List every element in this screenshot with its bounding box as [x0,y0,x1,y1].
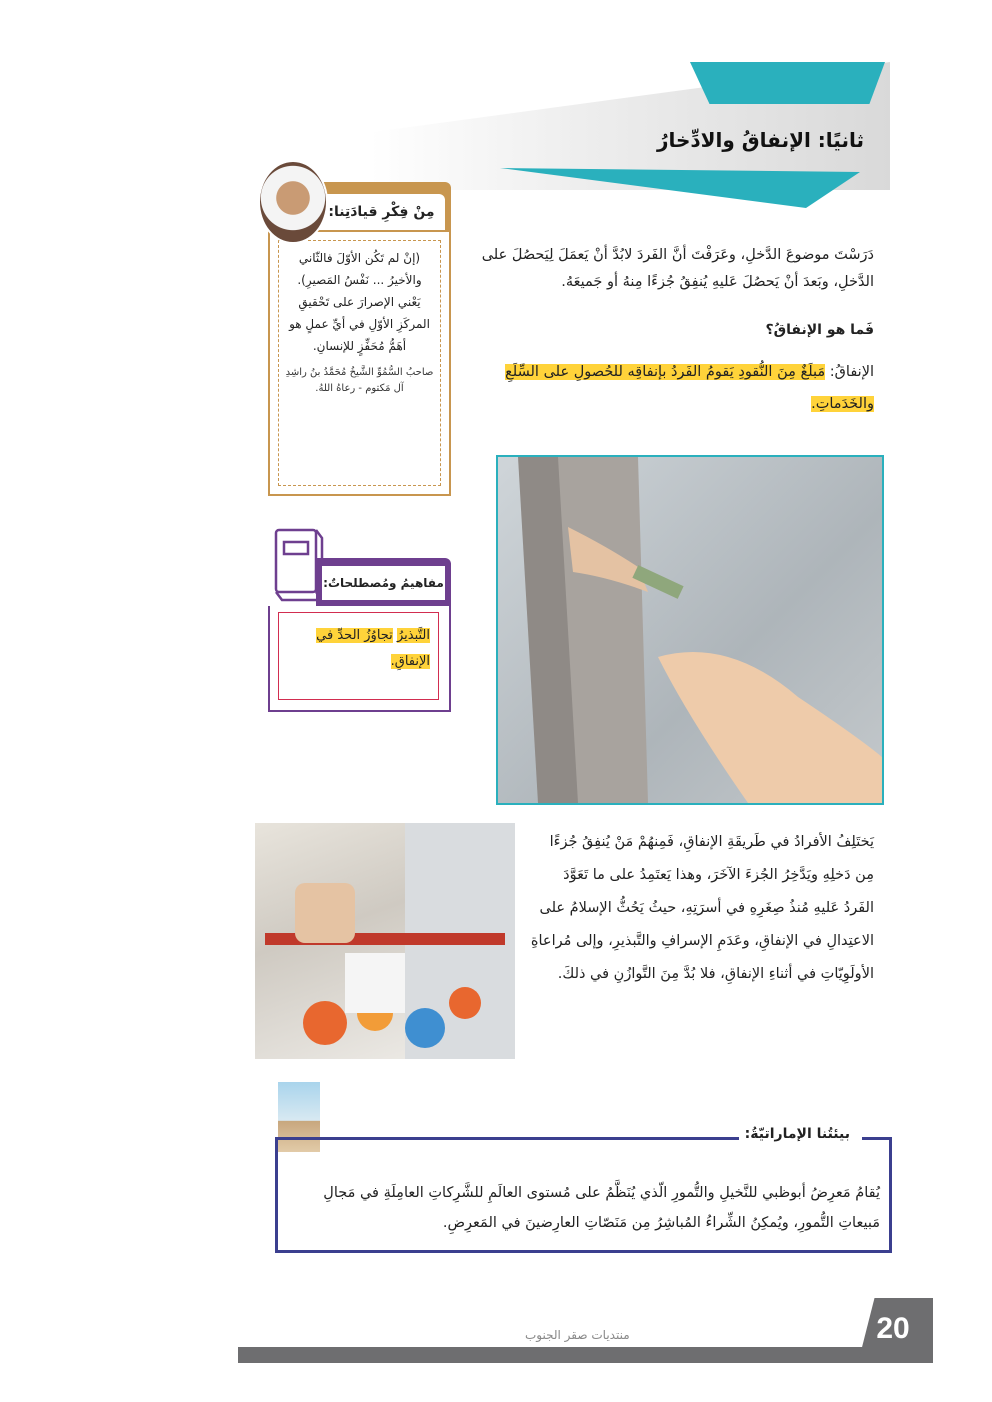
concepts-header [316,558,451,608]
concepts-box [268,548,451,713]
concepts-inner [278,612,439,700]
emirati-title: بيئتُنا الإماراتيّةُ: [739,1126,856,1142]
shopping-cart-illustration [255,823,515,1059]
money-exchange-photo [496,455,884,805]
leadership-title: مِنْ فِكْرِ قيادَتِنا: [318,194,445,230]
definition-text: مَبلَغٌ مِنَ النُّقودِ يَقومُ الفَردُ بإنفاقِه للحُصولِ على السِّلَعِ والخَدَماتِ. [505,364,874,412]
concept-definition: تجاوُزُ الحدِّ في الإنفاقِ. [316,628,430,669]
question-heading: فَما هو الإنفاقُ؟ [765,322,874,338]
footer-bar [238,1347,933,1363]
money-exchange-illustration [498,457,882,803]
body-paragraph: يَختَلِفُ الأفرادُ في طَريقَةِ الإنفاقِ، فَمِنهُمْ مَنْ يُنفِقُ جُزءًا مِن دَخلِهِ ويَدَّخِرُ الجُزءَ الآخَرَ، وهذا يَعتَمِدُ على ما تَعَوَّدَ الفَردُ عَليهِ مُنذُ صِغَرِهِ في أسرَتِهِ، حيثُ يَحُثُّ الإسلامُ على الاعتِدالِ في الإنفاقِ، وعَدَمِ الإسرافِ والتَّبذيرِ، وإلى مُراعاةِ الأولَوِيّاتِ في أثناءِ الإنفاقِ، فلا بُدَّ مِنَ التَّوازُنِ في ذلكَ. [530,834,874,982]
emirati-text: يُقامُ مَعرِضُ أبوظبي للنَّخيلِ والتُّمورِ الّذي يُنَظَّمُ على مُستوى العالَمِ للشَّرِكاتِ العامِلَةِ في مَجالِ مَبيعاتِ التُّمورِ، ويُمكِنُ الشِّراءُ المُباشِرُ مِن مَنَصّاتِ العارِضينَ في المَعرِضِ. [323,1185,880,1231]
leader-portrait [258,160,328,244]
concept-term: التَّبذيرُ [396,628,430,643]
section-title: ثانيًا: الإنفاقُ والادِّخارُ [656,128,864,152]
concepts-body [268,606,451,712]
header-banner-accent-top [690,62,885,104]
definition-paragraph [464,356,874,420]
leadership-author: صاحبُ السُّمُوِّ الشَّيخُ مُحَمَّدُ بنُ راشِدِ آل مَكتوم - رعاهُ اللهُ. [285,367,434,394]
leadership-inner [278,240,441,486]
leadership-quote: (إنْ لم تَكُن الأوّلَ فالثّاني والأخيرُ ... نَفْسُ المَصيرِ). يَعْني الإصرارَ على تَحْقيقِ المركَزِ الأوّلِ في أيِّ عملٍ هو أهَمُّ مُحَفِّزٍ للإنسانِ. [289,251,430,353]
watermark: منتديات صقر الجنوب [525,1328,630,1342]
leadership-body [268,232,451,496]
intro-paragraph: دَرَسْتَ موضوعَ الدَّخلِ، وعَرَفْتَ أنَّ الفَردَ لابُدَّ أنْ يَعمَلَ لِيَحصُلَ على الدَّخلِ، وبَعدَ أنْ يَحصُلَ عَليهِ يُنفِقُ جُزءًا مِنهُ أو جَميعَهُ. [481,247,874,290]
page-number: 20 [876,1312,910,1345]
shopping-cart-photo [255,823,515,1059]
concepts-title: مفاهيمُ ومُصطلحاتٌ: [322,566,445,600]
definition-label: الإنفاقُ: [829,364,874,380]
